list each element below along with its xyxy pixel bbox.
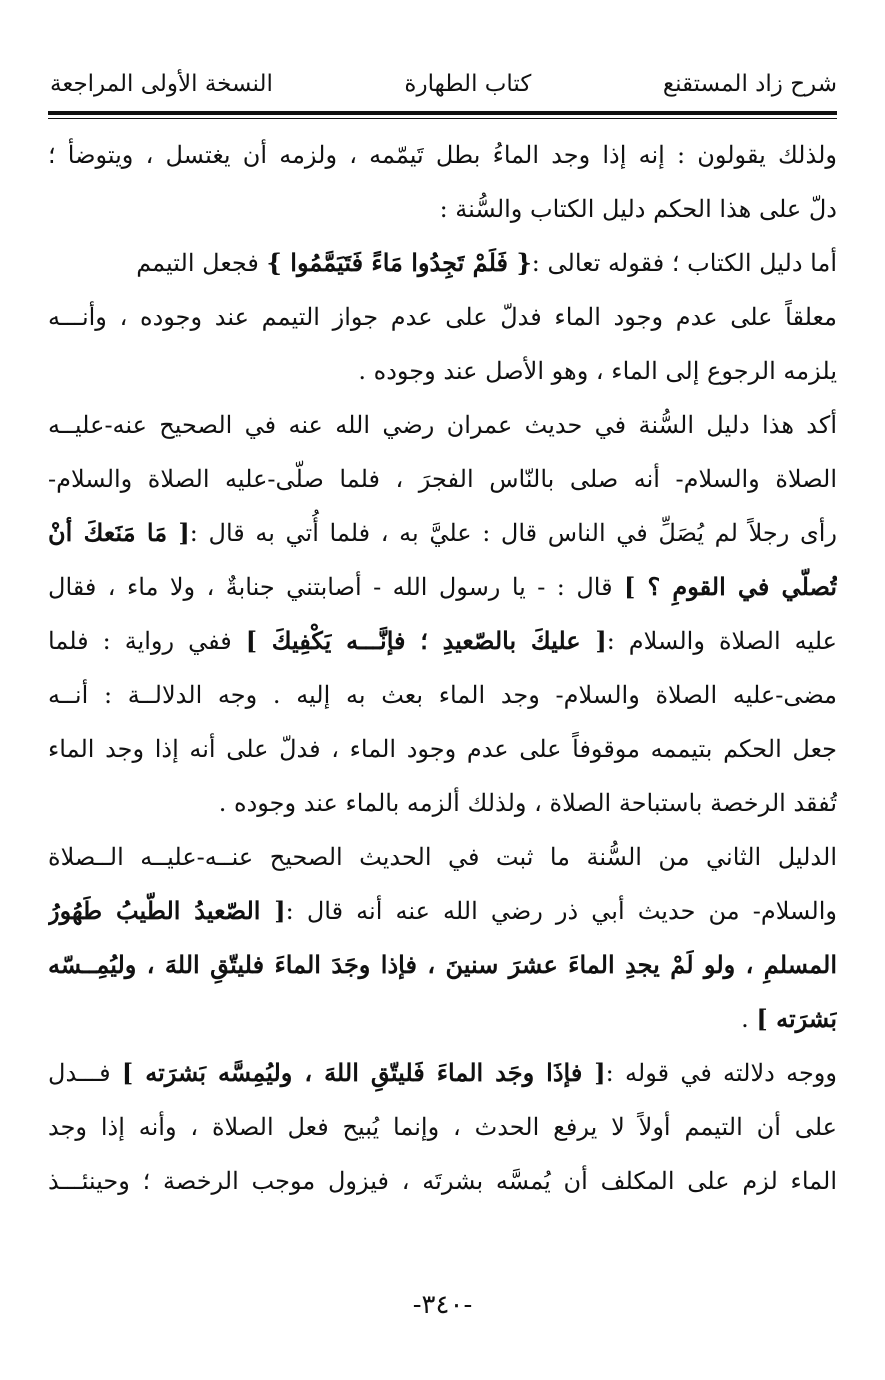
text-run: فـــدل [48,1059,122,1087]
text-line [48,128,837,182]
text-line [48,776,837,830]
text-line [48,344,837,398]
header-rule-thick [48,111,837,115]
body-text [48,128,837,1208]
text-run: . [741,1005,757,1033]
text-run: الصلاة والسلام- أنه صلى بالنّاس الفجرَ ، فلما صلّى-عليه الصلاة والسلام- [48,465,837,493]
text-line [48,722,837,776]
text-run: أكد هذا دليل السُّنة في حديث عمران رضي الله عنه في الصحيح عنه-عليــه [48,411,837,439]
quoted-text: بَشرَته ] [756,1004,837,1033]
text-line [48,452,837,506]
text-run: فجعل التيمم [136,249,267,277]
text-run: دلّ على هذا الحكم دليل الكتاب والسُّنة : [439,195,837,223]
text-run: مضى-عليه الصلاة والسلام- وجد الماء بعث به إليه . وجه الدلالــة : أنــه [48,681,837,709]
text-line [48,182,837,236]
quoted-text: { فَلَمْ تَجِدُوا مَاءً فَتَيَمَّمُوا } [266,248,532,277]
text-run: يلزمه الرجوع إلى الماء ، وهو الأصل عند وجوده . [358,357,837,385]
text-line [48,884,837,938]
text-run: والسلام- من حديث أبي ذر رضي الله عنه أنه قال : [285,897,837,925]
text-run: الماء لزم على المكلف أن يُمسَّه بشرتَه ، فيزول موجب الرخصة ؛ وحينئـــذ [48,1167,837,1195]
text-run: رأى رجلاً لم يُصَلِّ في الناس قال : عليَّ به ، فلما أُتي به قال : [189,519,837,547]
text-line [48,992,837,1046]
text-run: ولذلك يقولون : إنه إذا وجد الماءُ بطل تَيمّمه ، ولزمه أن يغتسل ، ويتوضأ ؛ [48,141,837,169]
text-run: ففي رواية : فلما [48,627,246,655]
text-line [48,560,837,614]
header-chapter-title: كتاب الطهارة [404,71,532,97]
text-run: الدليل الثاني من السُّنة ما ثبت في الحديث الصحيح عنــه-عليــه الــصلاة [48,843,837,871]
quoted-text: [ الصّعيدُ الطّيبُ طَهُورُ [48,896,286,925]
quoted-text: تُصلّي في القومِ ؟ ] [623,572,837,601]
quoted-text: [ مَا مَنَعكَ أنْ [48,518,190,547]
text-line [48,614,837,668]
text-line [48,668,837,722]
text-line [48,1100,837,1154]
text-line [48,1046,837,1100]
quoted-text: المسلمِ ، ولو لَمْ يجدِ الماءَ عشرَ سنينَ ، فإذا وجَدَ الماءَ فليتّقِ اللهَ ، وليُمِــسّه [48,950,837,979]
text-run: ووجه دلالته في قوله : [605,1059,837,1087]
quoted-text: [ فإذَا وجَد الماءَ فَليتّقِ اللهَ ، وليُمِسَّه بَشرَته ] [121,1058,606,1087]
page-number: -٣٤٠- [412,1290,473,1320]
text-run: أما دليل الكتاب ؛ فقوله تعالى : [531,249,837,277]
text-run: تُفقد الرخصة باستباحة الصلاة ، ولذلك ألزمه بالماء عند وجوده . [218,789,837,817]
header-edition-note: النسخة الأولى المراجعة [50,71,273,97]
text-line [48,1154,837,1208]
header-rule-thin [48,118,837,119]
text-run: على أن التيمم أولاً لا يرفع الحدث ، وإنما يُبيح فعل الصلاة ، وأنه إذا وجد [48,1113,837,1141]
text-line [48,236,837,290]
text-line [48,830,837,884]
running-header [50,62,837,106]
text-line [48,506,837,560]
text-line [48,290,837,344]
text-line [48,398,837,452]
text-run: قال : - يا رسول الله - أصابتني جنابةٌ ، ولا ماء ، فقال [48,573,624,601]
text-run: عليه الصلاة والسلام : [606,627,837,655]
text-run: جعل الحكم بتيممه موقوفاً على عدم وجود الماء ، فدلّ على أنه إذا وجد الماء [48,735,837,763]
text-run: معلقاً على عدم وجود الماء فدلّ على عدم جواز التيمم عند وجوده ، وأنـــه [48,303,837,331]
quoted-text: [ عليكَ بالصّعيدِ ؛ فإنَّـــه يَكْفِيكَ ] [245,626,607,655]
text-line [48,938,837,992]
header-book-title: شرح زاد المستقنع [662,71,837,97]
